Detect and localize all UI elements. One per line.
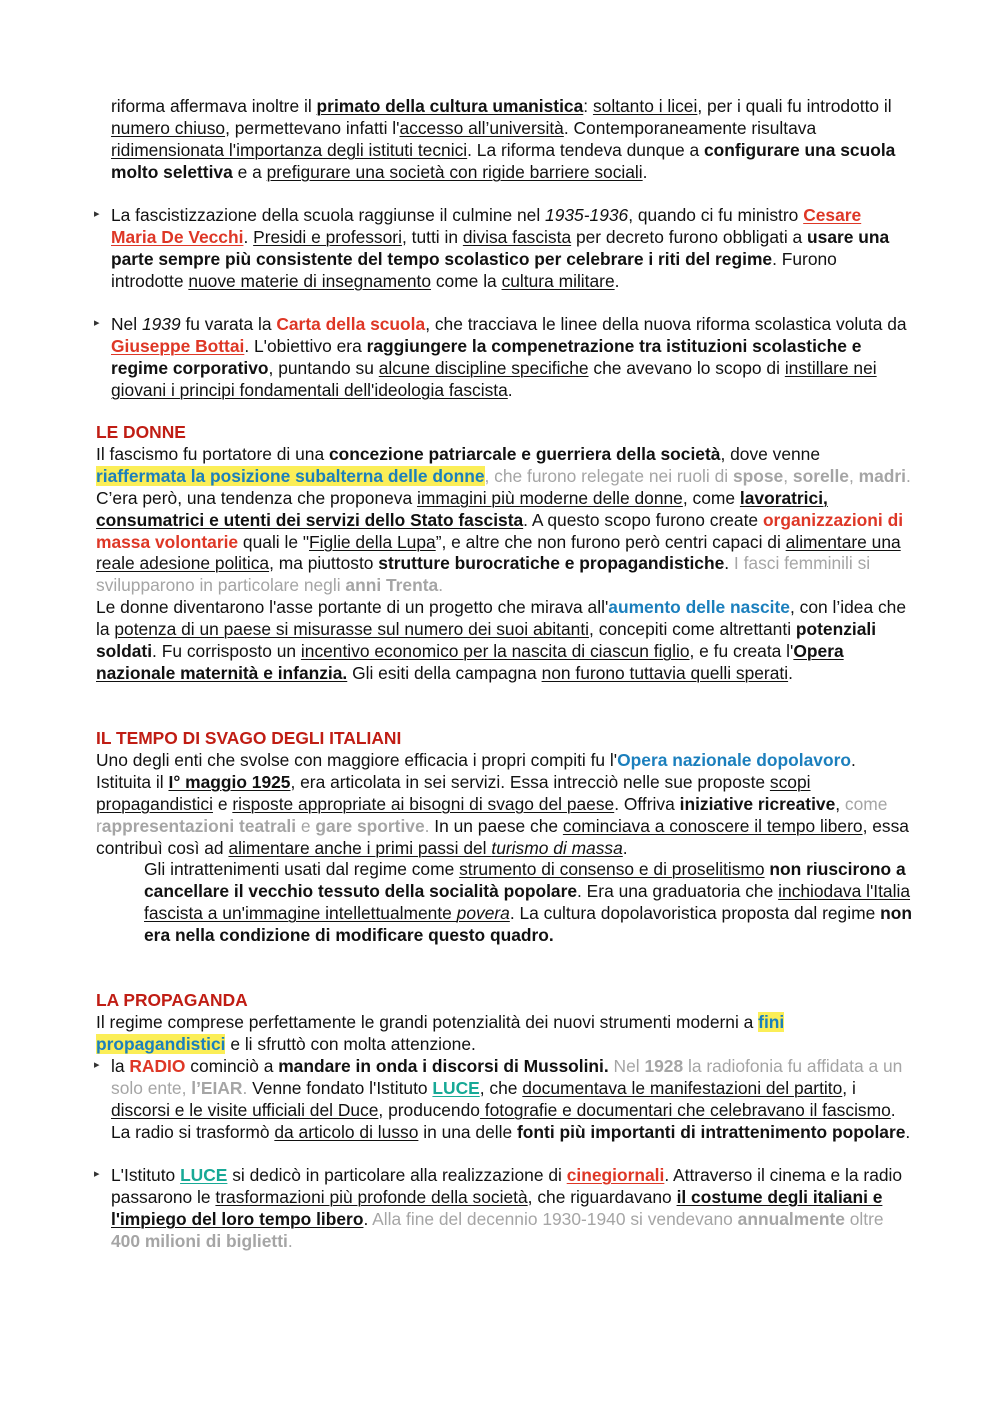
- text-run: potenziali soldati: [96, 619, 877, 662]
- leisure-paragraph-2: [144, 859, 912, 947]
- text-run: . Attraverso il cinema e la radio passarono le: [111, 1165, 903, 1207]
- text-run: . Offriva: [614, 793, 680, 814]
- text-run: discorsi e le visite ufficiali del Duce: [111, 1099, 379, 1120]
- text-run: . La cultura dopolavoristica proposta dal regime: [509, 903, 881, 924]
- text-run: ,: [783, 465, 793, 486]
- text-run: .: [724, 553, 734, 574]
- text-run: iniziative ricreative: [679, 793, 836, 814]
- text-run: raggiungere la compenetrazione tra istituzioni scolastiche e regime corporativo: [111, 335, 862, 378]
- text-run: .: [507, 379, 513, 400]
- text-run: 400 milioni di biglietti: [111, 1230, 288, 1251]
- text-run: .: [614, 270, 620, 291]
- text-run: quali le ": [238, 531, 310, 552]
- text-run: turismo di massa: [491, 837, 623, 858]
- section-leisure: [96, 728, 912, 947]
- text-run: fotografie e documentari che celebravano il fascismo: [479, 1099, 891, 1120]
- intro-paragraph: [111, 96, 911, 184]
- text-run: cinegiornali: [566, 1165, 665, 1185]
- text-run: .: [243, 226, 254, 247]
- text-run: , che: [479, 1077, 523, 1098]
- text-run: alimentare una reale adesione politica: [96, 531, 901, 574]
- text-run: ”, e altre che non furono però centri capaci di: [435, 531, 786, 552]
- text-run: . Istituita il: [96, 749, 856, 792]
- section-heading: LA PROPAGANDA: [96, 990, 248, 1010]
- text-run: come la: [431, 270, 502, 291]
- text-run: Cesare Maria De Vecchi: [111, 205, 862, 247]
- text-run: . L'obiettivo era: [244, 335, 367, 356]
- text-run: Opera nazionale maternità e infanzia.: [96, 641, 844, 683]
- text-run: documentava le manifestazioni del partito: [522, 1077, 843, 1098]
- bullet-item: [96, 1056, 911, 1144]
- text-run: anni Trenta: [345, 575, 439, 596]
- text-run: incentivo economico per la nascita di ciascun figlio: [300, 641, 690, 662]
- text-run: . A questo scopo furono create: [523, 509, 763, 530]
- text-run: in una delle: [418, 1121, 518, 1142]
- text-run: Carta della scuola: [276, 314, 426, 334]
- text-run: da articolo di lusso: [274, 1121, 419, 1142]
- text-run: annualmente: [737, 1208, 845, 1229]
- text-run: fu varata la: [180, 314, 277, 334]
- text-run: . La riforma tendeva dunque a: [467, 139, 705, 160]
- section-women: [96, 422, 912, 685]
- text-run: madri: [858, 465, 907, 486]
- text-run: Venne fondato l'Istituto: [247, 1077, 433, 1098]
- bullet-text: [111, 1165, 911, 1253]
- text-run: cominciava a conoscere il tempo libero: [562, 815, 863, 836]
- text-run: .: [438, 575, 444, 596]
- text-run: mandare in onda i discorsi di Mussolini.: [278, 1056, 609, 1076]
- text-run: 1928: [644, 1056, 684, 1076]
- text-run: lavoratrici, consumatrici e utenti dei servizi dello Stato fascista: [96, 487, 828, 530]
- text-run: sorelle: [792, 465, 849, 486]
- section-heading: IL TEMPO DI SVAGO DEGLI ITALIANI: [96, 728, 402, 748]
- text-run: risposte appropriate ai bisogni di svago del paese: [232, 793, 615, 814]
- text-run: il costume degli italiani e l'impiego del loro tempo libero: [111, 1186, 883, 1229]
- text-run: alimentare anche i primi passi del: [228, 837, 492, 858]
- text-run: primato della cultura umanistica: [316, 96, 584, 116]
- text-run: , che tracciava le linee della nuova riforma scolastica voluta da: [425, 314, 907, 334]
- text-run: Figlie della Lupa: [309, 531, 436, 552]
- text-run: e: [212, 793, 233, 814]
- section-propaganda: [96, 990, 912, 1056]
- text-run: .: [363, 1208, 373, 1229]
- text-run: cominciò a: [185, 1056, 279, 1076]
- text-run: riaffermata la posizione subalterna delle donne: [96, 465, 485, 486]
- text-run: .: [424, 815, 430, 836]
- text-run: Le donne diventarono l'asse portante di un progetto che mirava all': [96, 597, 609, 618]
- text-run: potenza di un paese si misurasse sul numero dei suoi abitanti: [114, 619, 590, 640]
- text-run: LUCE: [180, 1165, 228, 1185]
- text-run: .: [788, 662, 793, 683]
- text-run: .: [622, 837, 628, 858]
- text-run: gare sportive: [315, 815, 425, 836]
- text-run: trasformazioni più profonde della società: [215, 1186, 528, 1207]
- text-run: e a: [232, 161, 267, 182]
- leisure-paragraph-1: [96, 750, 912, 860]
- text-run: numero chiuso: [111, 117, 226, 138]
- text-run: . La radio si trasformò: [111, 1099, 896, 1142]
- text-run: accesso all’università: [399, 117, 564, 138]
- text-run: riforma affermava inoltre il: [111, 96, 317, 116]
- text-run: organizzazioni di massa volontarie: [96, 509, 904, 552]
- text-run: Nel: [111, 314, 142, 334]
- text-run: , che furono relegate nei ruoli di: [484, 465, 733, 486]
- text-run: .: [287, 1230, 293, 1251]
- text-run: prefigurare una società con rigide barriere sociali: [266, 161, 643, 182]
- text-run: oltre: [844, 1208, 884, 1229]
- text-run: Uno degli enti che svolse con maggiore efficacia i propri compiti fu l': [96, 749, 618, 770]
- propaganda-paragraph-1: [96, 1012, 912, 1056]
- text-run: , tutti in: [401, 226, 463, 247]
- triangle-bullet-icon: ▸: [94, 317, 100, 329]
- text-run: che avevano lo scopo di: [588, 357, 785, 378]
- text-run: scopi propagandistici: [96, 771, 811, 814]
- text-run: . Contemporaneamente risultava: [563, 117, 817, 138]
- text-run: In un paese che: [429, 815, 563, 836]
- text-run: concezione patriarcale e guerriera della società: [328, 443, 721, 464]
- text-run: Il fascismo fu portatore di una: [96, 443, 329, 464]
- text-run: , dove venne: [720, 443, 821, 464]
- text-run: strumento di consenso e di proselitismo: [459, 859, 765, 880]
- text-run: Giuseppe Bottai: [111, 335, 245, 356]
- women-paragraph-1: [96, 444, 912, 597]
- text-run: fonti più importanti di intrattenimento popolare: [517, 1121, 906, 1142]
- text-run: cultura militare: [501, 270, 615, 291]
- text-run: , con l’idea che la: [96, 597, 906, 640]
- text-run: , puntando su: [268, 357, 379, 378]
- text-run: , e fu creata l': [689, 641, 794, 662]
- text-run: I fasci femminili si svilupparono in particolare negli: [96, 553, 871, 596]
- triangle-bullet-icon: ▸: [94, 1168, 100, 1180]
- intro-text: [111, 96, 911, 184]
- text-run: . Era una graduatoria che: [577, 881, 779, 902]
- text-run: non era nella condizione di modificare questo quadro.: [144, 903, 912, 946]
- bullet-item: [96, 205, 911, 293]
- text-run: Nel: [608, 1056, 645, 1076]
- text-run: . Fu corrisposto un: [152, 641, 301, 662]
- text-run: .: [642, 161, 648, 182]
- text-run: 1939: [141, 314, 181, 334]
- text-run: , come: [682, 487, 740, 508]
- text-run: configurare una scuola molto selettiva: [111, 139, 896, 182]
- text-run: Alla fine del decennio 1930-1940 si vendevano: [372, 1208, 738, 1229]
- bullet-item: [96, 314, 911, 402]
- text-run: Il regime comprese perfettamente le grandi potenzialità dei nuovi strumenti moderni a: [96, 1011, 759, 1032]
- text-run: , ma piuttosto: [269, 553, 379, 574]
- text-run: , che riguardavano: [527, 1186, 677, 1207]
- bullet-text: [111, 1056, 911, 1144]
- text-run: per decreto furono obbligati a: [571, 226, 808, 247]
- text-run: aumento delle nascite: [608, 597, 790, 618]
- text-run: , permettevano infatti l': [225, 117, 400, 138]
- text-run: si dedicò in particolare alla realizzazione di: [227, 1165, 567, 1185]
- text-run: RADIO: [129, 1056, 186, 1076]
- text-run: Gli esiti della campagna: [347, 662, 542, 683]
- text-run: divisa fascista: [462, 226, 572, 247]
- text-run: ,: [835, 793, 845, 814]
- text-run: Opera nazionale dopolavoro: [617, 749, 851, 770]
- text-run: non riuscirono a cancellare il vecchio tessuto della socialità popolare: [144, 859, 906, 902]
- text-run: Gli intrattenimenti usati dal regime come: [144, 859, 460, 880]
- text-run: instillare nei giovani i principi fondamentali dell'ideologia fascista: [111, 357, 877, 400]
- text-run: L'Istituto: [111, 1165, 181, 1185]
- triangle-bullet-icon: ▸: [94, 208, 100, 220]
- text-run: , quando ci fu ministro: [628, 205, 804, 225]
- text-run: , era articolata in sei servizi. Essa intrecciò nelle sue proposte: [290, 771, 770, 792]
- text-run: strutture burocratiche e propagandistiche: [378, 553, 725, 574]
- text-run: .: [242, 1077, 248, 1098]
- text-run: la radiofonia fu affidata a un solo ente,: [111, 1056, 903, 1098]
- text-run: usare una parte sempre più consistente del tempo scolastico per celebrare i riti del regime: [111, 226, 890, 269]
- bullet-item: [96, 1165, 911, 1253]
- text-run: appresentazioni teatrali: [101, 815, 297, 836]
- text-run: ,: [848, 465, 859, 486]
- text-run: :: [583, 96, 593, 116]
- text-run: 1935-1936: [545, 205, 629, 225]
- text-run: , i: [842, 1077, 856, 1098]
- text-run: povera: [456, 903, 510, 924]
- bullet-text: [111, 314, 911, 402]
- text-run: , essa contribuì così ad: [96, 815, 909, 858]
- text-run: , per i quali fu introdotto il: [697, 96, 892, 116]
- triangle-bullet-icon: ▸: [94, 1059, 100, 1071]
- text-run: inchiodava l'Italia fascista a un'immagine intellettualmente: [144, 881, 911, 924]
- text-run: I° maggio 1925: [168, 771, 291, 792]
- text-run: .: [905, 1121, 911, 1142]
- text-run: la: [111, 1056, 130, 1076]
- text-run: nuove materie di insegnamento: [188, 270, 431, 291]
- text-run: soltanto i licei: [592, 96, 698, 116]
- text-run: immagini più moderne delle donne: [417, 487, 683, 508]
- text-run: , concepiti come altrettanti: [589, 619, 796, 640]
- text-run: La fascistizzazione della scuola raggiunse il culmine nel: [111, 205, 546, 225]
- text-run: . Furono introdotte: [111, 248, 837, 291]
- text-run: , producendo: [378, 1099, 480, 1120]
- text-run: .: [906, 465, 911, 486]
- text-run: e: [296, 815, 316, 836]
- text-run: LUCE: [432, 1077, 480, 1098]
- text-run: e li sfruttò con molta attenzione.: [225, 1033, 476, 1054]
- text-run: spose: [732, 465, 784, 486]
- text-run: C’era però, una tendenza che proponeva: [96, 487, 417, 508]
- text-run: fini propagandistici: [96, 1011, 785, 1054]
- text-run: l’EIAR: [191, 1077, 243, 1098]
- text-run: ridimensionata l'importanza degli istituti tecnici: [111, 139, 468, 160]
- text-run: come r: [96, 793, 888, 836]
- bullet-text: [111, 205, 911, 293]
- text-run: Presidi e professori: [253, 226, 402, 247]
- women-paragraph-2: [96, 597, 912, 685]
- section-heading: LE DONNE: [96, 422, 186, 442]
- text-run: non furono tuttavia quelli sperati: [541, 662, 789, 683]
- text-run: alcune discipline specifiche: [378, 357, 589, 378]
